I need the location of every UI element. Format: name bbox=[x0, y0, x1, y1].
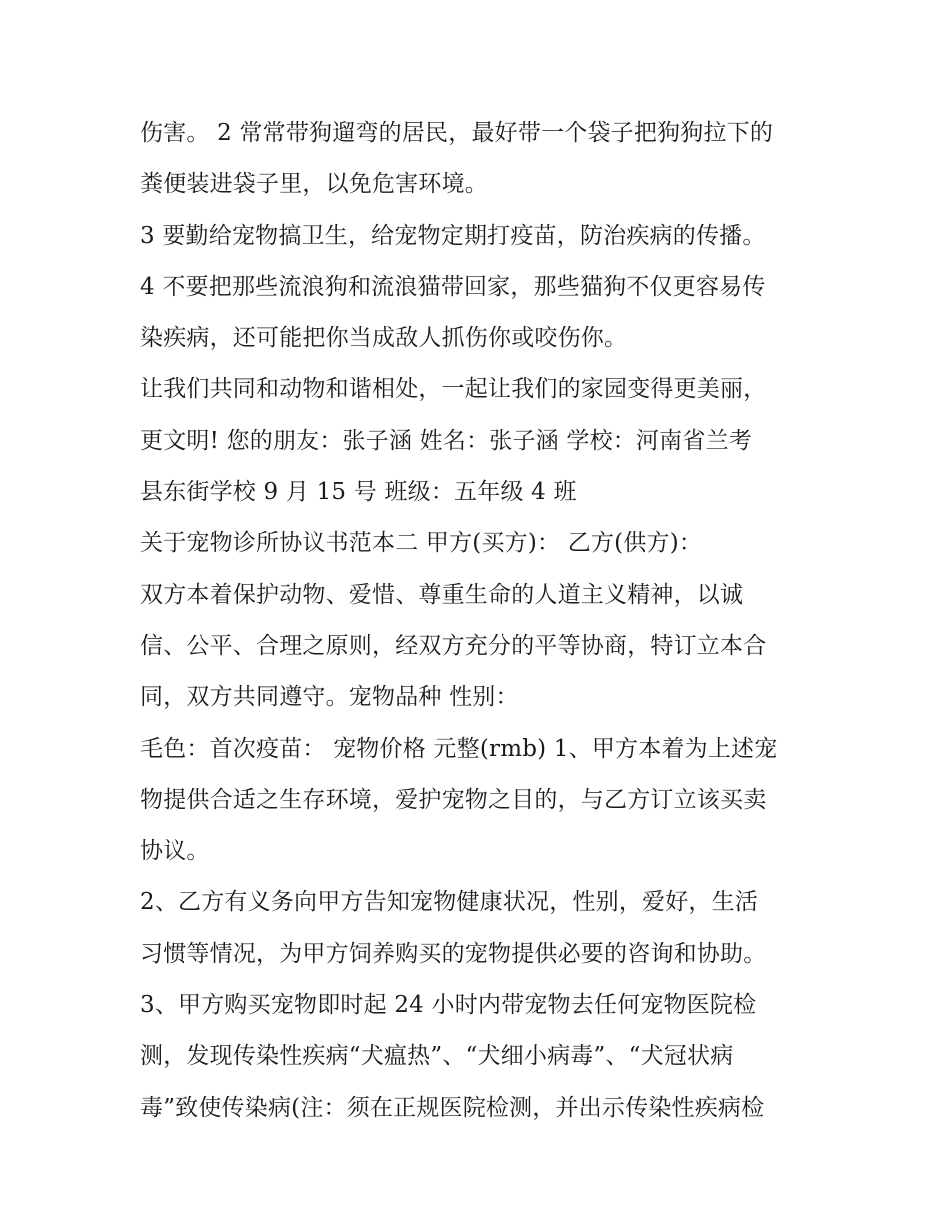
text-line-13: 毛色：首次疫苗： 宠物价格 元整(rmb) 1、甲方本着为上述宠 bbox=[140, 735, 778, 762]
text-line-9: 关于宠物诊所协议书范本二 甲方(买方)： 乙方(供方)： bbox=[140, 530, 703, 557]
text-line-16: 2、乙方有义务向甲方告知宠物健康状况，性别，爱好，生活 bbox=[140, 889, 759, 916]
text-line-17: 习惯等情况，为甲方饲养购买的宠物提供必要的咨询和协助。 bbox=[140, 940, 767, 967]
text-line-18: 3、甲方购买宠物即时起 24 小时内带宠物去任何宠物医院检 bbox=[140, 992, 757, 1019]
text-line-3: 3 要勤给宠物搞卫生，给宠物定期打疫苗，防治疾病的传播。 bbox=[140, 222, 766, 249]
text-line-10: 双方本着保护动物、爱惜、尊重生命的人道主义精神，以诚 bbox=[140, 581, 744, 608]
text-line-14: 物提供合适之生存环境，爱护宠物之目的，与乙方订立该买卖 bbox=[140, 786, 767, 813]
text-line-4: 4 不要把那些流浪狗和流浪猫带回家，那些猫狗不仅更容易传 bbox=[140, 273, 766, 300]
text-line-7: 更文明! 您的朋友：张子涵 姓名：张子涵 学校：河南省兰考 bbox=[140, 427, 752, 454]
text-line-15: 协议。 bbox=[140, 838, 210, 865]
text-line-20: 毒”致使传染病(注：须在正规医院检测，并出示传染性疾病检 bbox=[140, 1094, 765, 1121]
text-line-1: 伤害。 2 常常带狗遛弯的居民，最好带一个袋子把狗狗拉下的 bbox=[140, 120, 774, 146]
text-line-12: 同，双方共同遵守。宠物品种 性别： bbox=[140, 684, 519, 711]
text-line-6: 让我们共同和动物和谐相处，一起让我们的家园变得更美丽， bbox=[140, 376, 767, 403]
text-line-11: 信、公平、合理之原则，经双方充分的平等协商，特订立本合 bbox=[140, 632, 767, 659]
text-line-19: 测，发现传染性疾病“犬瘟热”、“犬细小病毒”、“犬冠状病 bbox=[140, 1043, 734, 1070]
text-line-2: 粪便装进袋子里，以免危害环境。 bbox=[140, 171, 488, 198]
text-line-5: 染疾病，还可能把你当成敌人抓伤你或咬伤你。 bbox=[140, 325, 628, 352]
text-line-8: 县东街学校 9 月 15 号 班级：五年级 4 班 bbox=[140, 479, 577, 506]
document-body bbox=[140, 108, 820, 1134]
